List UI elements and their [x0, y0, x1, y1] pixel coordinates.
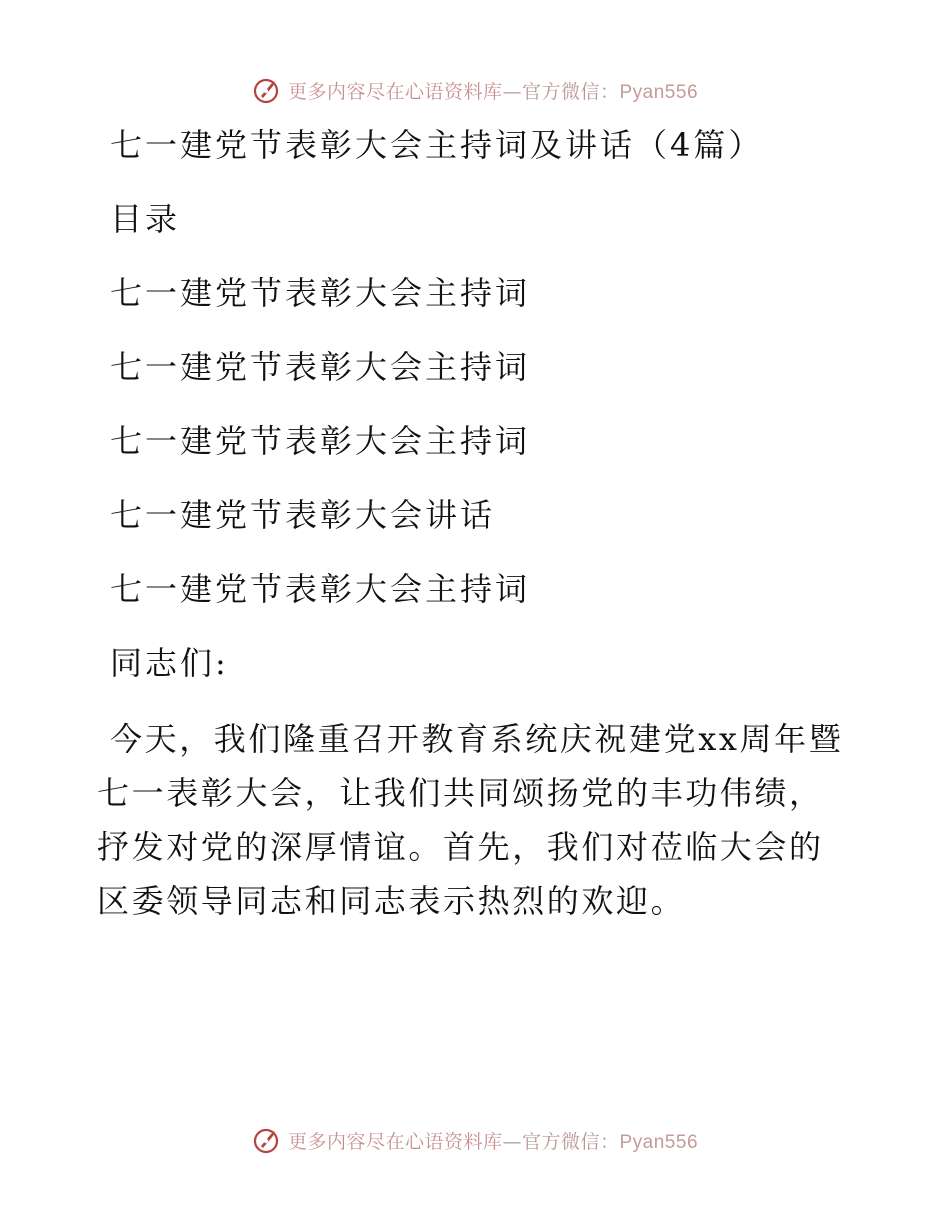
pen-nib-circle-icon [252, 1125, 282, 1155]
header-banner [0, 70, 950, 110]
toc-item: 七一建党节表彰大会主持词 [110, 274, 531, 312]
banner-main-text: 更多内容尽在心语资料库 [287, 1130, 503, 1153]
toc-item: 七一建党节表彰大会讲话 [110, 496, 496, 534]
footer-banner [0, 1120, 950, 1160]
toc-item: 七一建党节表彰大会主持词 [110, 422, 531, 460]
toc-item: 七一建党节表彰大会主持词 [110, 570, 531, 608]
banner-text [288, 77, 698, 104]
banner-dash: — [502, 80, 522, 103]
toc-item: 七一建党节表彰大会主持词 [110, 348, 531, 386]
banner-dash: — [502, 1130, 522, 1153]
toc-heading: 目录 [110, 200, 181, 238]
body-paragraph: 今天，我们隆重召开教育系统庆祝建党xx周年暨七一表彰大会，让我们共同颂扬党的丰功伟绩，抒发对党的深厚情谊。首先，我们对莅临大会的区委领导同志和同志表示热烈的欢迎。 [97, 720, 844, 920]
banner-wechat-id: Pyan556 [619, 1131, 699, 1153]
pen-nib-circle-icon [252, 75, 282, 105]
banner-wechat-id: Pyan556 [619, 81, 699, 103]
greeting: 同志们: [110, 644, 229, 682]
banner-wechat-label: 官方微信： [521, 1130, 620, 1153]
document-title: 七一建党节表彰大会主持词及讲话（4篇） [110, 126, 764, 164]
banner-text [288, 1127, 698, 1154]
banner-main-text: 更多内容尽在心语资料库 [287, 80, 503, 103]
banner-wechat-label: 官方微信： [521, 80, 620, 103]
